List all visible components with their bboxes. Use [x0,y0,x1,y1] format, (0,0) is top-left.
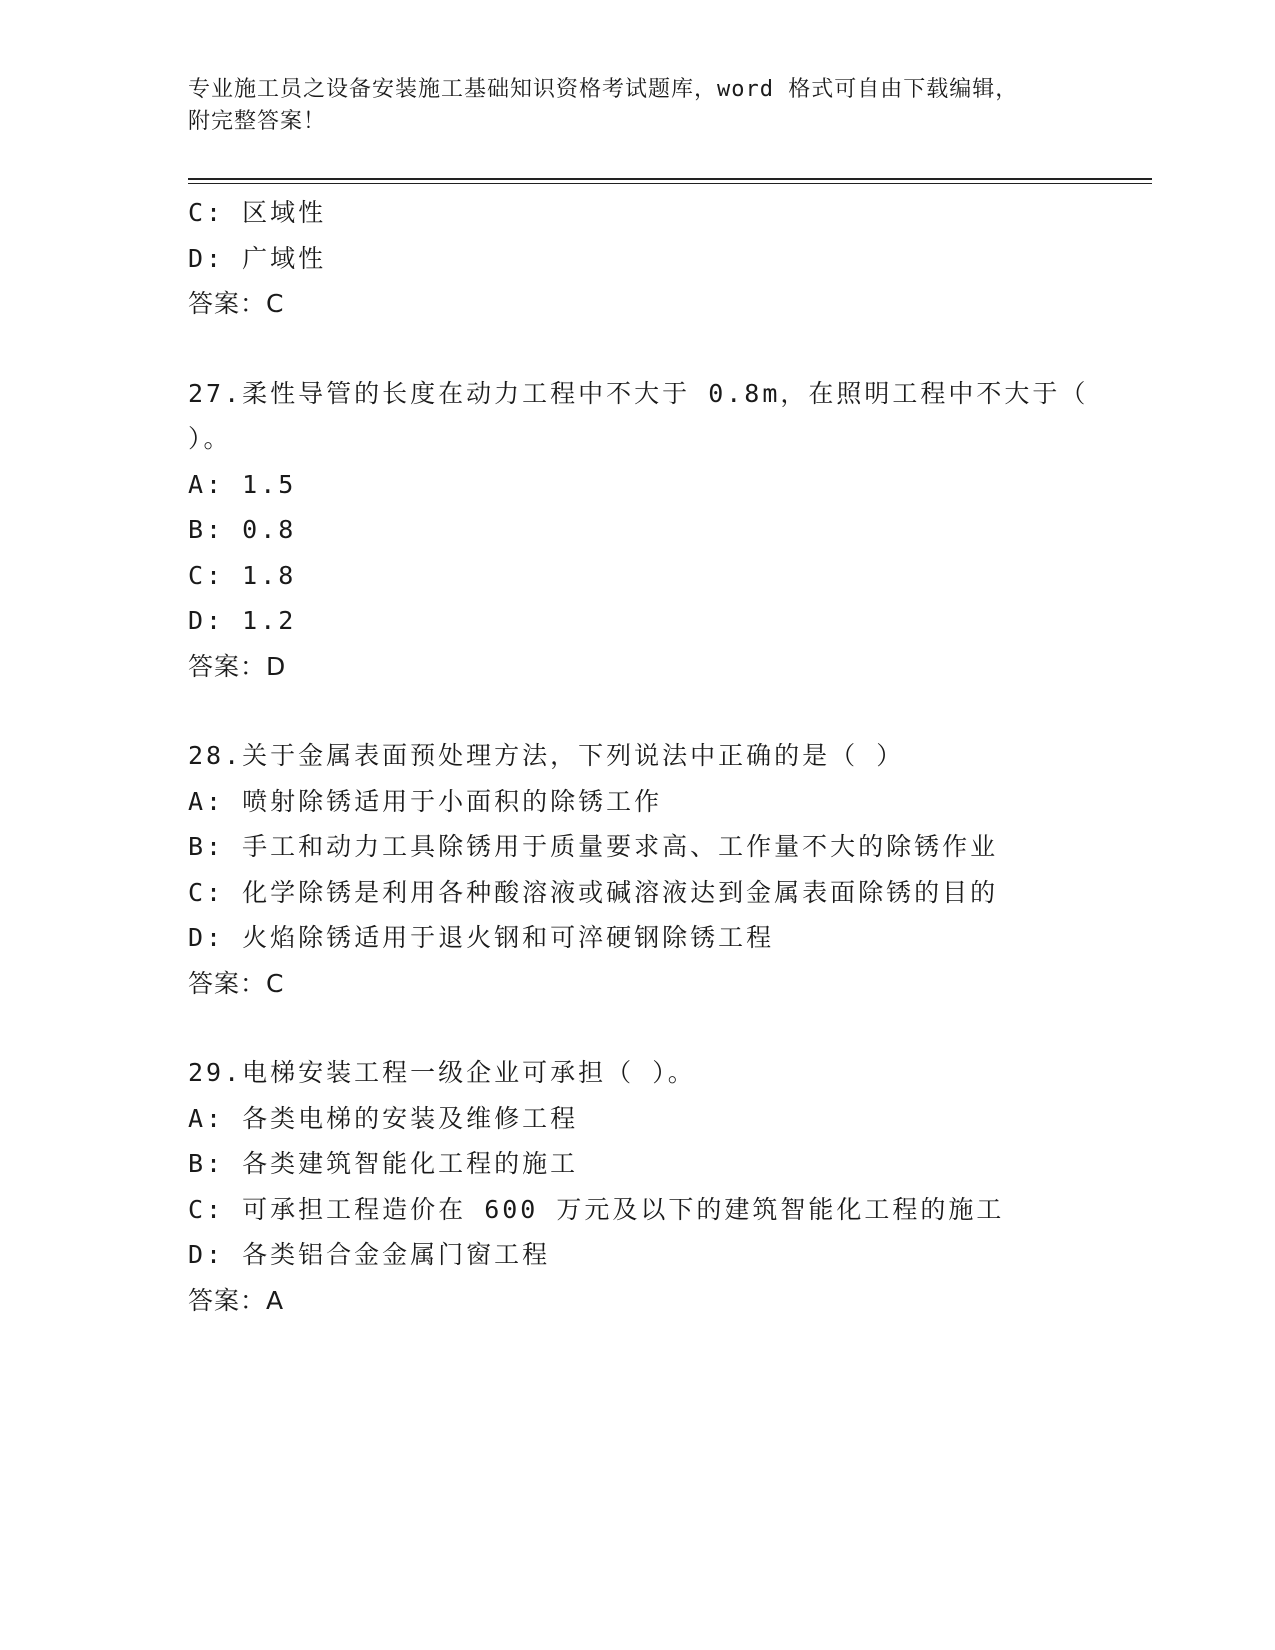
header-title-line-1: 专业施工员之设备安装施工基础知识资格考试题库，word 格式可自由下载编辑， [188,77,1019,102]
document-header [188,74,1068,138]
question-stem: 28.关于金属表面预处理方法，下列说法中正确的是（ ） [188,741,905,770]
option-d: D: 广域性 [188,243,327,273]
question-stem: 29.电梯安装工程一级企业可承担（ ）。 [188,1058,696,1087]
header-title-line-2: 附完整答案！ [188,109,327,134]
question-stem-continued: ）。 [188,424,232,453]
answer: 答案：A [188,1285,285,1315]
question-29 [188,1050,1088,1323]
option-d: D: 火焰除锈适用于退火钢和可淬硬钢除锈工程 [188,923,775,952]
question-stem: 27.柔性导管的长度在动力工程中不大于 0.8m，在照明工程中不大于（ [188,378,1089,408]
option-a: A: 各类电梯的安装及维修工程 [188,1103,579,1133]
spacer [188,689,1088,733]
option-d: D: 1.2 [188,606,297,635]
option-c: C: 1.8 [188,560,297,590]
answer: 答案：C [188,968,285,998]
spacer [188,327,1088,371]
header-divider [188,178,1152,184]
option-b: B: 手工和动力工具除锈用于质量要求高、工作量不大的除锈作业 [188,832,999,861]
option-a: A: 喷射除锈适用于小面积的除锈工作 [188,786,663,816]
option-c: C: 化学除锈是利用各种酸溶液或碱溶液达到金属表面除锈的目的 [188,877,999,907]
answer: 答案：C [188,289,285,318]
question-26-tail [188,190,1088,327]
option-a: A: 1.5 [188,469,297,499]
option-c: C: 区域性 [188,198,327,227]
question-27 [188,371,1088,690]
spacer [188,1006,1088,1050]
question-28 [188,733,1088,1006]
option-b: B: 0.8 [188,515,297,544]
question-list [188,190,1088,1323]
option-d: D: 各类铝合金金属门窗工程 [188,1240,551,1269]
option-c: C: 可承担工程造价在 600 万元及以下的建筑智能化工程的施工 [188,1194,1005,1224]
answer: 答案：D [188,651,287,681]
option-b: B: 各类建筑智能化工程的施工 [188,1149,579,1178]
